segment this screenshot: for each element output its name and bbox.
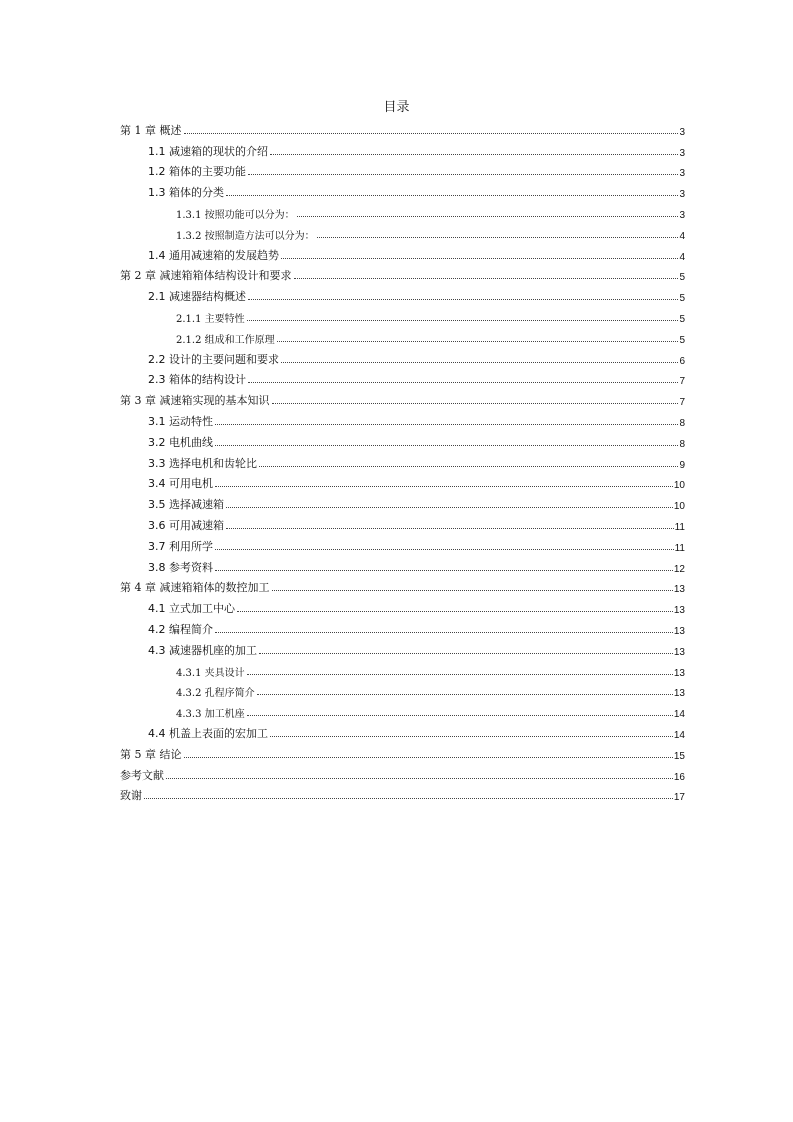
toc-entry-page-number: 8 <box>679 417 685 429</box>
dot-leader <box>215 631 673 633</box>
toc-entry-page-number: 4 <box>679 251 685 263</box>
dot-leader <box>215 485 673 487</box>
toc-entry[interactable] <box>120 533 685 554</box>
table-of-contents <box>120 117 685 803</box>
toc-entry[interactable] <box>120 117 685 138</box>
toc-entry-page-number: 13 <box>673 605 685 617</box>
toc-entry-label: 4.3.1 夹具设计 <box>176 667 245 679</box>
dot-leader <box>259 652 673 654</box>
dot-leader <box>281 361 678 363</box>
toc-entry-label: 1.1 减速箱的现状的介绍 <box>148 144 268 158</box>
toc-entry-page-number: 10 <box>673 501 685 513</box>
toc-entry-label: 3.3 选择电机和齿轮比 <box>148 456 257 470</box>
toc-entry-page-number: 11 <box>674 521 685 533</box>
dot-leader <box>226 506 673 508</box>
toc-entry-label: 2.1 减速器结构概述 <box>148 290 246 304</box>
toc-entry-page-number: 17 <box>673 792 685 804</box>
toc-entry[interactable] <box>120 221 685 242</box>
toc-entry[interactable] <box>120 554 685 575</box>
dot-leader <box>247 714 673 716</box>
dot-leader <box>248 298 678 300</box>
toc-entry-page-number: 3 <box>679 189 685 201</box>
toc-entry[interactable] <box>120 179 685 200</box>
toc-entry[interactable] <box>120 658 685 679</box>
toc-entry-page-number: 13 <box>673 688 685 700</box>
toc-entry-page-number: 13 <box>673 646 685 658</box>
dot-leader <box>270 735 673 737</box>
toc-entry-label: 第 4 章 减速箱箱体的数控加工 <box>120 581 270 595</box>
toc-entry-label: 1.3.1 按照功能可以分为： <box>176 209 295 221</box>
toc-entry-label: 4.2 编程简介 <box>148 622 213 636</box>
dot-leader <box>144 797 673 799</box>
toc-entry-label: 3.7 利用所学 <box>148 539 213 553</box>
dot-leader <box>248 381 678 383</box>
toc-entry-page-number: 6 <box>679 355 685 367</box>
toc-entry-label: 1.3 箱体的分类 <box>148 186 224 200</box>
toc-entry-page-number: 11 <box>674 542 685 554</box>
toc-entry[interactable] <box>120 679 685 700</box>
toc-entry-page-number: 13 <box>673 625 685 637</box>
toc-entry[interactable] <box>120 637 685 658</box>
toc-entry[interactable] <box>120 283 685 304</box>
toc-entry[interactable] <box>120 512 685 533</box>
toc-entry[interactable] <box>120 138 685 159</box>
toc-entry-page-number: 9 <box>679 459 685 471</box>
toc-entry-page-number: 14 <box>673 709 685 721</box>
toc-entry[interactable] <box>120 783 685 804</box>
toc-entry[interactable] <box>120 471 685 492</box>
dot-leader <box>272 589 673 591</box>
toc-entry-page-number: 15 <box>673 750 685 762</box>
toc-entry-page-number: 3 <box>679 126 685 138</box>
toc-entry[interactable] <box>120 242 685 263</box>
dot-leader <box>237 610 673 612</box>
dot-leader <box>166 777 673 779</box>
toc-entry[interactable] <box>120 429 685 450</box>
toc-entry[interactable] <box>120 595 685 616</box>
dot-leader <box>215 569 673 571</box>
dot-leader <box>259 465 678 467</box>
dot-leader <box>277 340 679 342</box>
toc-entry-label: 2.2 设计的主要问题和要求 <box>148 352 279 366</box>
toc-entry-label: 4.3 减速器机座的加工 <box>148 643 257 657</box>
toc-entry-label: 3.8 参考资料 <box>148 560 213 574</box>
toc-entry-label: 第 1 章 概述 <box>120 123 182 137</box>
dot-leader <box>270 153 678 155</box>
toc-entry-label: 第 3 章 减速箱实现的基本知识 <box>120 394 270 408</box>
toc-entry-label: 第 5 章 结论 <box>120 747 182 761</box>
dot-leader <box>184 132 679 134</box>
toc-entry[interactable] <box>120 200 685 221</box>
dot-leader <box>247 673 673 675</box>
toc-entry[interactable] <box>120 346 685 367</box>
dot-leader <box>215 548 674 550</box>
toc-entry-label: 第 2 章 减速箱箱体结构设计和要求 <box>120 269 292 283</box>
dot-leader <box>257 693 673 695</box>
toc-entry[interactable] <box>120 304 685 325</box>
toc-entry-page-number: 8 <box>679 438 685 450</box>
dot-leader <box>281 257 678 259</box>
toc-entry[interactable] <box>120 491 685 512</box>
toc-entry-label: 4.3.2 孔程序简介 <box>176 688 255 700</box>
toc-entry-page-number: 5 <box>679 313 685 325</box>
toc-entry-page-number: 10 <box>673 480 685 492</box>
toc-entry-page-number: 16 <box>673 771 685 783</box>
toc-entry-page-number: 5 <box>679 293 685 305</box>
toc-entry-page-number: 5 <box>679 334 685 346</box>
toc-entry-label: 1.2 箱体的主要功能 <box>148 165 246 179</box>
toc-entry-label: 4.4 机盖上表面的宏加工 <box>148 726 268 740</box>
toc-entry-page-number: 7 <box>679 397 685 409</box>
toc-entry-page-number: 14 <box>673 729 685 741</box>
dot-leader <box>184 756 673 758</box>
toc-entry-page-number: 3 <box>679 147 685 159</box>
dot-leader <box>215 444 678 446</box>
toc-entry[interactable] <box>120 720 685 741</box>
toc-entry-label: 3.6 可用减速箱 <box>148 518 224 532</box>
dot-leader <box>226 194 678 196</box>
toc-entry[interactable] <box>120 263 685 284</box>
toc-entry-label: 3.1 运动特性 <box>148 414 213 428</box>
toc-entry-label: 4.3.3 加工机座 <box>176 709 245 721</box>
toc-entry[interactable] <box>120 575 685 596</box>
toc-entry-label: 致谢 <box>120 789 142 803</box>
toc-entry-label: 1.4 通用减速箱的发展趋势 <box>148 248 279 262</box>
toc-entry-label: 3.5 选择减速箱 <box>148 498 224 512</box>
toc-entry[interactable] <box>120 159 685 180</box>
toc-entry-label: 3.4 可用电机 <box>148 477 213 491</box>
toc-entry[interactable] <box>120 325 685 346</box>
dot-leader <box>215 423 678 425</box>
toc-entry-page-number: 13 <box>673 584 685 596</box>
toc-entry[interactable] <box>120 616 685 637</box>
toc-entry[interactable] <box>120 387 685 408</box>
toc-entry-label: 2.3 箱体的结构设计 <box>148 373 246 387</box>
toc-entry-page-number: 5 <box>679 272 685 284</box>
toc-entry-label: 参考文献 <box>120 768 164 782</box>
toc-entry-page-number: 13 <box>673 667 685 679</box>
toc-entry[interactable] <box>120 408 685 429</box>
toc-entry-page-number: 12 <box>673 563 685 575</box>
toc-entry-label: 4.1 立式加工中心 <box>148 602 235 616</box>
dot-leader <box>317 236 679 238</box>
dot-leader <box>297 215 679 217</box>
toc-entry-page-number: 4 <box>679 230 685 242</box>
dot-leader <box>248 173 678 175</box>
toc-entry-label: 1.3.2 按照制造方法可以分为： <box>176 230 315 242</box>
toc-entry-label: 3.2 电机曲线 <box>148 435 213 449</box>
dot-leader <box>226 527 674 529</box>
toc-entry-label: 2.1.1 主要特性 <box>176 313 245 325</box>
toc-entry[interactable] <box>120 762 685 783</box>
toc-entry-page-number: 7 <box>679 376 685 388</box>
toc-title: 目录 <box>383 100 410 115</box>
dot-leader <box>247 319 679 321</box>
dot-leader <box>272 402 679 404</box>
toc-entry-label: 2.1.2 组成和工作原理 <box>176 334 275 346</box>
dot-leader <box>294 277 679 279</box>
toc-entry[interactable] <box>120 450 685 471</box>
toc-entry[interactable] <box>120 367 685 388</box>
toc-entry[interactable] <box>120 699 685 720</box>
toc-entry[interactable] <box>120 741 685 762</box>
toc-entry-page-number: 3 <box>679 209 685 221</box>
toc-entry-page-number: 3 <box>679 168 685 180</box>
